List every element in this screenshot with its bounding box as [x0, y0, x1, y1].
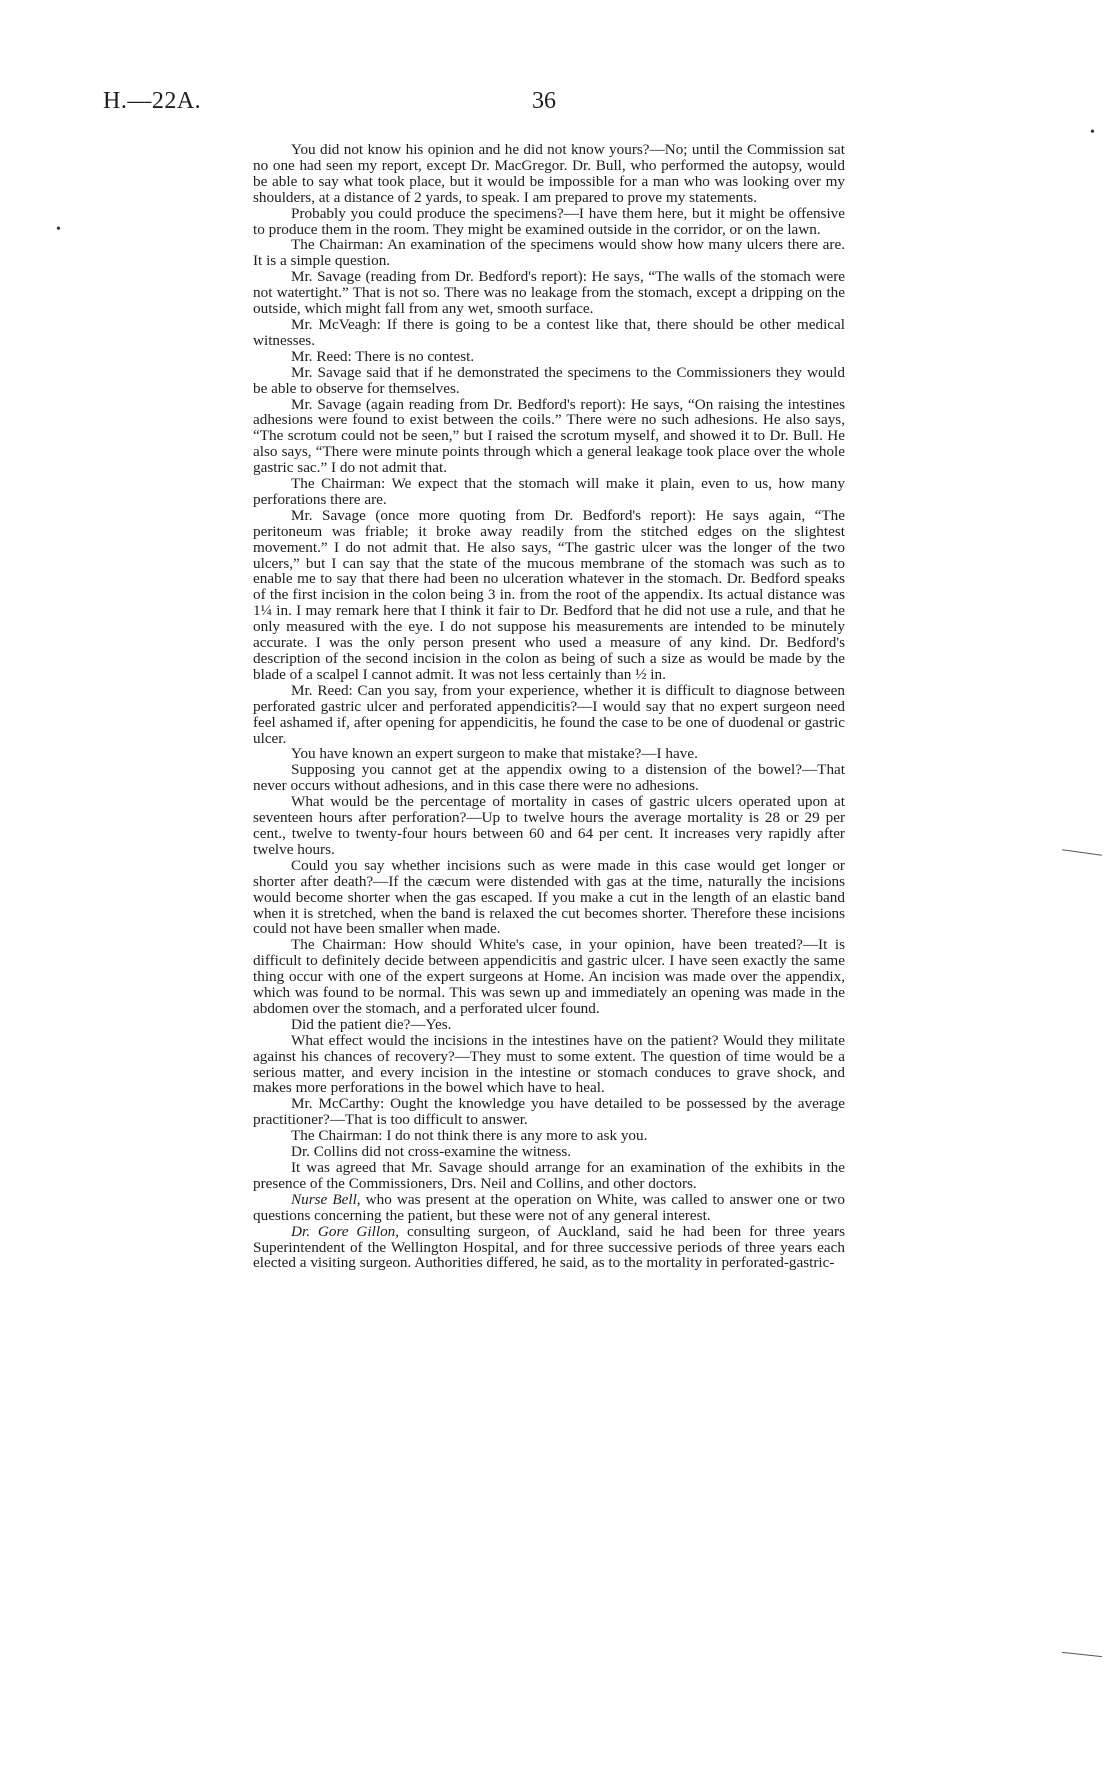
paragraph: Mr. Savage (reading from Dr. Bedford's report): He says, “The walls of the stomach were not watertight.” That is not so. There was no leakage from the stomach, except a dripping on the outside, which might fall from any wet, smooth surface.: [253, 268, 845, 318]
paragraph: The Chairman: I do not think there is any more to ask you.: [291, 1127, 648, 1145]
paragraph: Probably you could produce the specimens?—I have them here, but it might be offensive to produce them in the room. They might be examined outside in the corridor, or on the lawn.: [253, 204, 845, 238]
paragraph-text: who was present at the operation on White, was called to answer one or two questions concerning the patient, but these were not of any general interest.: [253, 1190, 845, 1224]
paragraph: Mr. Savage (once more quoting from Dr. Bedford's report): He says again, “The peritoneum was friable; it broke away readily from the stitched edges on the slightest movement.” I do not admit that. He also says, “The gastric ulcer was the longer of the two ulcers,” but I can say that the state of the mucous membrane of the stomach was such as to enable me to say that there had been no ulceration whatever in the stomach. Dr. Bedford speaks of the first incision in the colon being 3 in. from the root of the appendix. Its actual distance was 1¼ in. I may remark here that I think it fair to Dr. Bedford that he did not use a rule, and that he only measured with the eye. I do not suppose his measurements are intended to be minutely accurate. I was the only person present who used a measure of any kind. Dr. Bedford's description of the second incision in the colon as being of such a size as would be made by the blade of a scalpel I cannot admit. It was not less certainly than ½ in.: [253, 506, 845, 683]
witness-name: Nurse Bell,: [291, 1190, 361, 1208]
witness-name: Dr. Gore Gillon,: [291, 1222, 400, 1240]
paragraph: [253, 1224, 845, 1272]
paragraph: Dr. Collins did not cross-examine the witness.: [291, 1143, 572, 1161]
paragraph: Mr. McCarthy: Ought the knowledge you have detailed to be possessed by the average practitioner?—That is too difficult to answer.: [253, 1095, 845, 1129]
body-text: [253, 142, 845, 1271]
paragraph: Mr. Reed: There is no contest.: [291, 347, 475, 365]
paragraph: Mr. Reed: Can you say, from your experience, whether it is difficult to diagnose between perforated gastric ulcer and perforated appendicitis?—I would say that no expert surgeon need feel ashamed if, after opening for appendicitis, he found the case to be one of duodenal or gastric ulcer.: [253, 681, 845, 747]
document-reference: H.—22A.: [103, 88, 202, 114]
scan-mark: •: [56, 222, 61, 237]
paragraph: What would be the percentage of mortality in cases of gastric ulcers operated upon at seventeen hours after perforation?—Up to twelve hours the average mortality is 28 or 29 per cent., twelve to twenty-four hours between 60 and 64 per cent. It increases very rapidly after twelve hours.: [253, 793, 845, 858]
scan-mark: •: [1090, 125, 1095, 140]
paragraph: What effect would the incisions in the intestines have on the patient? Would they militate against his chances of recovery?—They must to some extent. The question of time would be a serious matter, and every incision in the intestine or stomach conduces to grave shock, and makes more perforations in the bowel which have to heal.: [253, 1031, 845, 1097]
paragraph-text: consulting surgeon, of Auckland, said he had been for three years Superintendent of the Wellington Hospital, and for three successive periods of three years each elected a visiting surgeon. Authorities differed, he said, as to the mortality in perforated-gastric-: [253, 1222, 845, 1272]
scan-mark: [1062, 849, 1102, 857]
paragraph: It was agreed that Mr. Savage should arrange for an examination of the exhibits in the presence of the Commissioners, Drs. Neil and Collins, and other doctors.: [253, 1159, 845, 1192]
paragraph: Supposing you cannot get at the appendix owing to a distension of the bowel?—That never occurs without adhesions, and in this case there were no adhesions.: [253, 761, 845, 795]
paragraph: Did the patient die?—Yes.: [291, 1015, 452, 1033]
paragraph: [253, 1192, 845, 1224]
paragraph: Mr. McVeagh: If there is going to be a contest like that, there should be other medical witnesses.: [253, 315, 845, 349]
paragraph: Mr. Savage said that if he demonstrated the specimens to the Commissioners they would be able to observe for themselves.: [253, 363, 845, 397]
scan-mark: [1062, 1652, 1102, 1658]
paragraph: You have known an expert surgeon to make that mistake?—I have.: [291, 745, 698, 763]
paragraph: The Chairman: How should White's case, in your opinion, have been treated?—It is difficult to definitely decide between appendicitis and gastric ulcer. I have seen exactly the same thing occur with one of the expert surgeons at Home. An incision was made over the appendix, which was found to be normal. This was sewn up and immediately an opening was made in the abdomen over the stomach, and a perforated ulcer found.: [253, 936, 845, 1017]
page-header: [0, 88, 1114, 128]
paragraph: The Chairman: We expect that the stomach will make it plain, even to us, how many perforations there are.: [253, 475, 845, 508]
paragraph: The Chairman: An examination of the specimens would show how many ulcers there are. It is a simple question.: [253, 236, 845, 270]
paragraph: Mr. Savage (again reading from Dr. Bedford's report): He says, “On raising the intestines adhesions were found to exist between the coils.” There were no such adhesions. He also says, “The scrotum could not be seen,” but I raised the scrotum myself, and showed it to Dr. Bull. He also says, “There were minute points through which a general leakage took place over the whole gastric sac.” I do not admit that.: [253, 395, 845, 477]
paragraph: You did not know his opinion and he did not know yours?—No; until the Commission sat no one had seen my report, except Dr. MacGregor. Dr. Bull, who performed the autopsy, would be able to say what took place, but it would be impossible for a man who was looking over my shoulders, at a distance of 2 yards, to speak. I am prepared to prove my statements.: [253, 141, 845, 206]
paragraph: Could you say whether incisions such as were made in this case would get longer or shorter after death?—If the cæcum were distended with gas at the time, naturally the incisions would become shorter when the gas escaped. If you make a cut in the length of an elastic band when it is stretched, when the band is relaxed the cut becomes shorter. Therefore these incisions could not have been smaller when made.: [253, 856, 845, 938]
page-number: 36: [532, 88, 556, 114]
